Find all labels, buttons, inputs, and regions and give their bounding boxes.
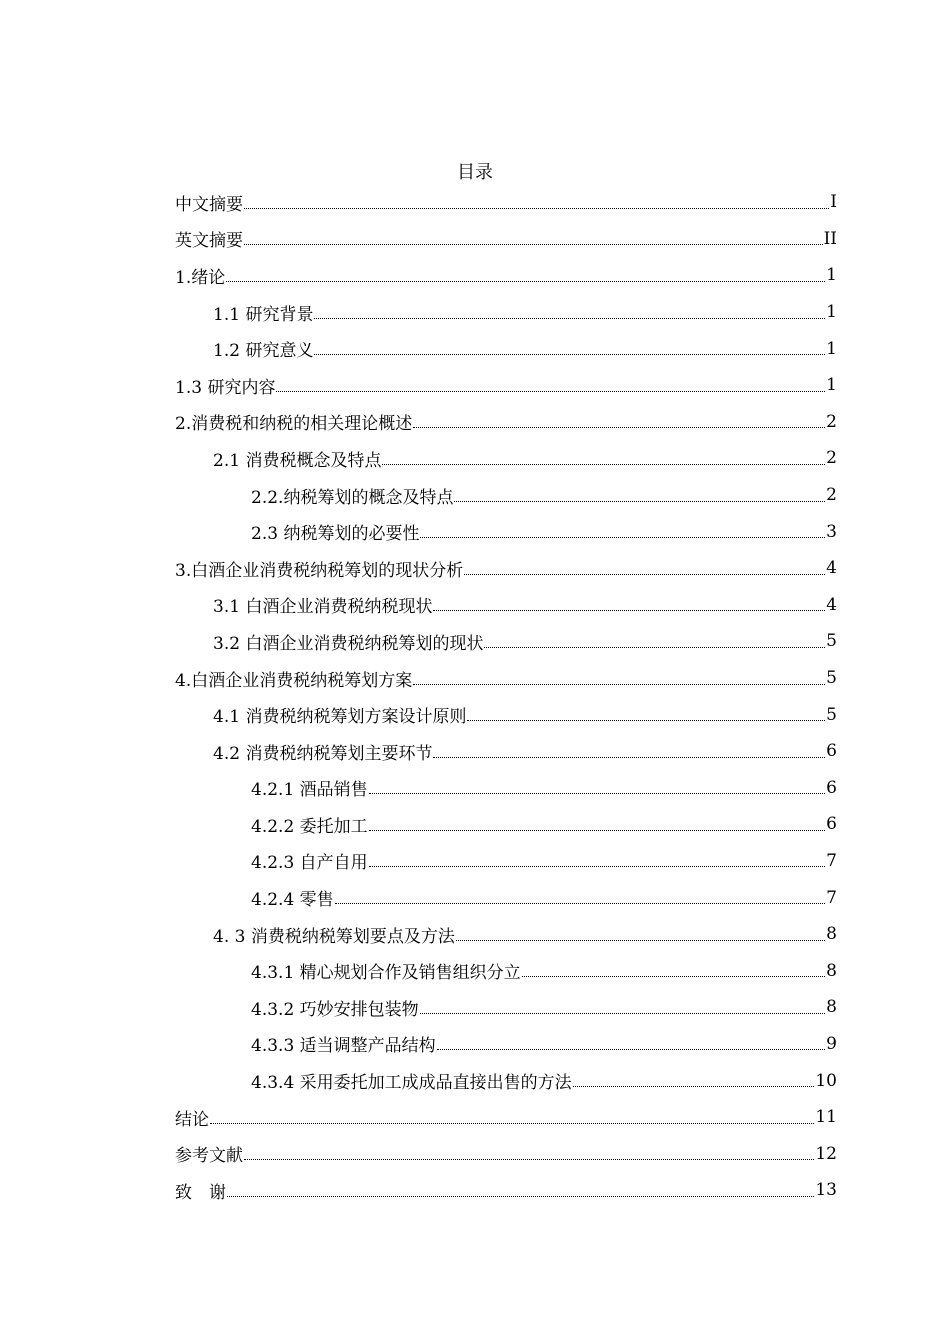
toc-entry[interactable]	[175, 330, 837, 367]
toc-dot-leader	[437, 1049, 826, 1050]
toc-dot-leader	[413, 427, 825, 428]
toc-entry[interactable]	[175, 916, 837, 953]
toc-entry-page-number: 10	[815, 1070, 837, 1091]
toc-entry[interactable]	[175, 294, 837, 331]
toc-dot-leader	[276, 391, 825, 392]
toc-dot-leader	[464, 574, 825, 575]
toc-entry[interactable]	[175, 1062, 837, 1099]
toc-dot-leader	[467, 720, 825, 721]
toc-dot-leader	[244, 208, 829, 209]
table-of-contents	[175, 184, 837, 1209]
toc-entry-page-number: 2	[826, 448, 837, 469]
toc-entry[interactable]	[175, 623, 837, 660]
toc-entry[interactable]	[175, 1099, 837, 1136]
toc-entry-label: 1.2 研究意义	[213, 341, 314, 362]
toc-entry[interactable]	[175, 550, 837, 587]
toc-dot-leader	[244, 1159, 814, 1160]
toc-dot-leader	[420, 1013, 826, 1014]
toc-entry-page-number: 6	[826, 741, 837, 762]
toc-entry-label: 4.白酒企业消费税纳税筹划方案	[175, 670, 413, 691]
toc-dot-leader	[413, 684, 825, 685]
toc-dot-leader	[433, 610, 825, 611]
toc-entry[interactable]	[175, 513, 837, 550]
toc-entry-page-number: 1	[826, 338, 837, 359]
toc-dot-leader	[522, 976, 826, 977]
toc-entry[interactable]	[175, 879, 837, 916]
toc-entry-page-number: 7	[826, 887, 837, 908]
toc-entry-label: 4.1 消费税纳税筹划方案设计原则	[213, 707, 467, 728]
toc-entry-label: 参考文献	[175, 1146, 243, 1167]
toc-entry-label: 英文摘要	[175, 231, 243, 252]
toc-entry[interactable]	[175, 806, 837, 843]
toc-dot-leader	[227, 1196, 814, 1197]
toc-dot-leader	[369, 830, 826, 831]
toc-entry-label: 2.2.纳税筹划的概念及特点	[251, 487, 454, 508]
toc-entry[interactable]	[175, 989, 837, 1026]
toc-entry-page-number: 4	[826, 558, 837, 579]
toc-entry-label: 3.2 白酒企业消费税纳税筹划的现状	[213, 633, 484, 654]
toc-entry-page-number: 5	[826, 704, 837, 725]
toc-entry-page-number: 1	[826, 375, 837, 396]
toc-entry[interactable]	[175, 1135, 837, 1172]
toc-entry-label: 3.1 白酒企业消费税纳税现状	[213, 597, 433, 618]
toc-entry[interactable]	[175, 587, 837, 624]
toc-entry-label: 致 谢	[175, 1182, 226, 1203]
toc-dot-leader	[314, 354, 825, 355]
toc-dot-leader	[433, 757, 825, 758]
toc-entry-page-number: 8	[826, 997, 837, 1018]
toc-entry-label: 4.3.1 精心规划合作及销售组织分立	[251, 963, 521, 984]
toc-entry[interactable]	[175, 257, 837, 294]
toc-entry-label: 4.3.2 巧妙安排包装物	[251, 999, 419, 1020]
toc-dot-leader	[226, 281, 825, 282]
toc-entry-page-number: 13	[815, 1180, 837, 1201]
toc-entry[interactable]	[175, 1172, 837, 1209]
toc-dot-leader	[369, 793, 826, 794]
toc-entry-label: 4.3.4 采用委托加工成成品直接出售的方法	[251, 1073, 572, 1094]
toc-dot-leader	[456, 940, 825, 941]
toc-entry-label: 1.3 研究内容	[175, 377, 276, 398]
toc-entry[interactable]	[175, 1026, 837, 1063]
toc-dot-leader	[244, 244, 823, 245]
toc-entry-page-number: 11	[815, 1107, 837, 1128]
toc-entry-page-number: 8	[826, 960, 837, 981]
toc-entry[interactable]	[175, 952, 837, 989]
toc-entry-label: 结论	[175, 1109, 209, 1130]
toc-entry-page-number: 5	[826, 668, 837, 689]
toc-entry-page-number: 9	[826, 1033, 837, 1054]
toc-entry-label: 4.2.2 委托加工	[251, 816, 368, 837]
toc-entry-page-number: I	[830, 192, 837, 213]
toc-entry-page-number: 2	[826, 411, 837, 432]
toc-entry[interactable]	[175, 184, 837, 221]
toc-entry-page-number: 6	[826, 777, 837, 798]
toc-entry[interactable]	[175, 367, 837, 404]
toc-entry-label: 1.绪论	[175, 267, 226, 288]
toc-dot-leader	[369, 866, 826, 867]
toc-entry[interactable]	[175, 843, 837, 880]
toc-entry-label: 3.白酒企业消费税纳税筹划的现状分析	[175, 560, 464, 581]
toc-entry-label: 2.消费税和纳税的相关理论概述	[175, 414, 413, 435]
toc-entry-page-number: 2	[826, 485, 837, 506]
toc-dot-leader	[382, 464, 825, 465]
toc-entry-label: 4.3.3 适当调整产品结构	[251, 1036, 436, 1057]
toc-entry-page-number: 8	[826, 924, 837, 945]
toc-entry-page-number: 1	[826, 265, 837, 286]
toc-entry-page-number: 5	[826, 631, 837, 652]
toc-entry[interactable]	[175, 696, 837, 733]
toc-dot-leader	[573, 1086, 815, 1087]
toc-entry-page-number: II	[823, 228, 837, 249]
toc-entry-label: 2.3 纳税筹划的必要性	[251, 524, 420, 545]
toc-entry-label: 中文摘要	[175, 194, 243, 215]
toc-entry-label: 1.1 研究背景	[213, 304, 314, 325]
toc-title: 目录	[457, 162, 493, 183]
toc-dot-leader	[454, 501, 825, 502]
toc-entry-page-number: 4	[826, 594, 837, 615]
toc-dot-leader	[484, 647, 825, 648]
toc-entry-label: 4. 3 消费税纳税筹划要点及方法	[213, 926, 455, 947]
toc-entry[interactable]	[175, 440, 837, 477]
toc-entry-page-number: 12	[815, 1143, 837, 1164]
toc-entry-page-number: 6	[826, 814, 837, 835]
toc-entry-page-number: 1	[826, 302, 837, 323]
toc-entry-label: 4.2.1 酒品销售	[251, 780, 368, 801]
toc-dot-leader	[314, 318, 825, 319]
toc-entry-label: 4.2.4 零售	[251, 890, 334, 911]
toc-dot-leader	[210, 1123, 814, 1124]
toc-dot-leader	[335, 903, 826, 904]
toc-entry[interactable]	[175, 770, 837, 807]
toc-entry[interactable]	[175, 733, 837, 770]
toc-entry-label: 4.2.3 自产自用	[251, 853, 368, 874]
toc-dot-leader	[420, 537, 825, 538]
toc-entry-page-number: 3	[826, 521, 837, 542]
toc-entry[interactable]	[175, 221, 837, 258]
toc-entry[interactable]	[175, 660, 837, 697]
toc-entry-page-number: 7	[826, 850, 837, 871]
toc-entry[interactable]	[175, 404, 837, 441]
toc-entry-label: 4.2 消费税纳税筹划主要环节	[213, 743, 433, 764]
toc-entry-label: 2.1 消费税概念及特点	[213, 450, 382, 471]
toc-entry[interactable]	[175, 477, 837, 514]
